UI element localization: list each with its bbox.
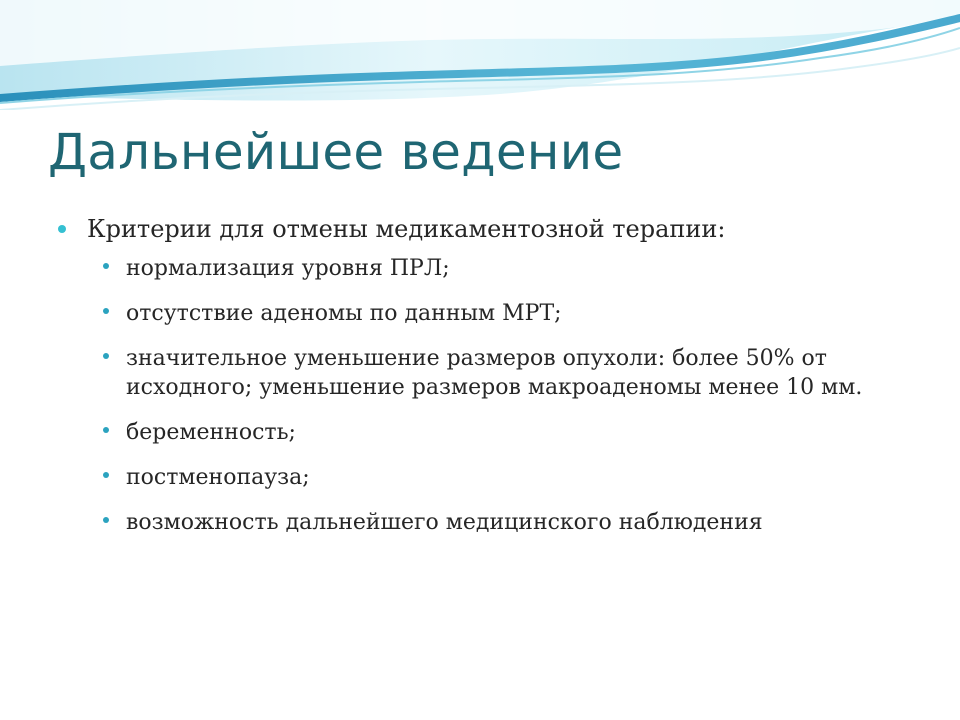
slide-title: Дальнейшее ведение <box>48 123 624 181</box>
sub-bullet-item: возможность дальнейшего медицинского наблюдения <box>97 508 900 537</box>
sub-bullet-item: отсутствие аденомы по данным МРТ; <box>97 299 900 328</box>
sub-bullet-item: постменопауза; <box>97 463 900 492</box>
slide-body <box>58 216 900 553</box>
sub-bullet-item: нормализация уровня ПРЛ; <box>97 254 900 283</box>
sub-bullet-item: значительное уменьшение размеров опухоли: более 50% от исходного; уменьшение размеров макроаденомы менее 10 мм. <box>97 344 900 402</box>
main-bullet: Критерии для отмены медикаментозной терапии: <box>58 216 900 244</box>
sub-bullet-list <box>58 254 900 537</box>
sub-bullet-item: беременность; <box>97 418 900 447</box>
wave-decoration <box>0 0 960 110</box>
